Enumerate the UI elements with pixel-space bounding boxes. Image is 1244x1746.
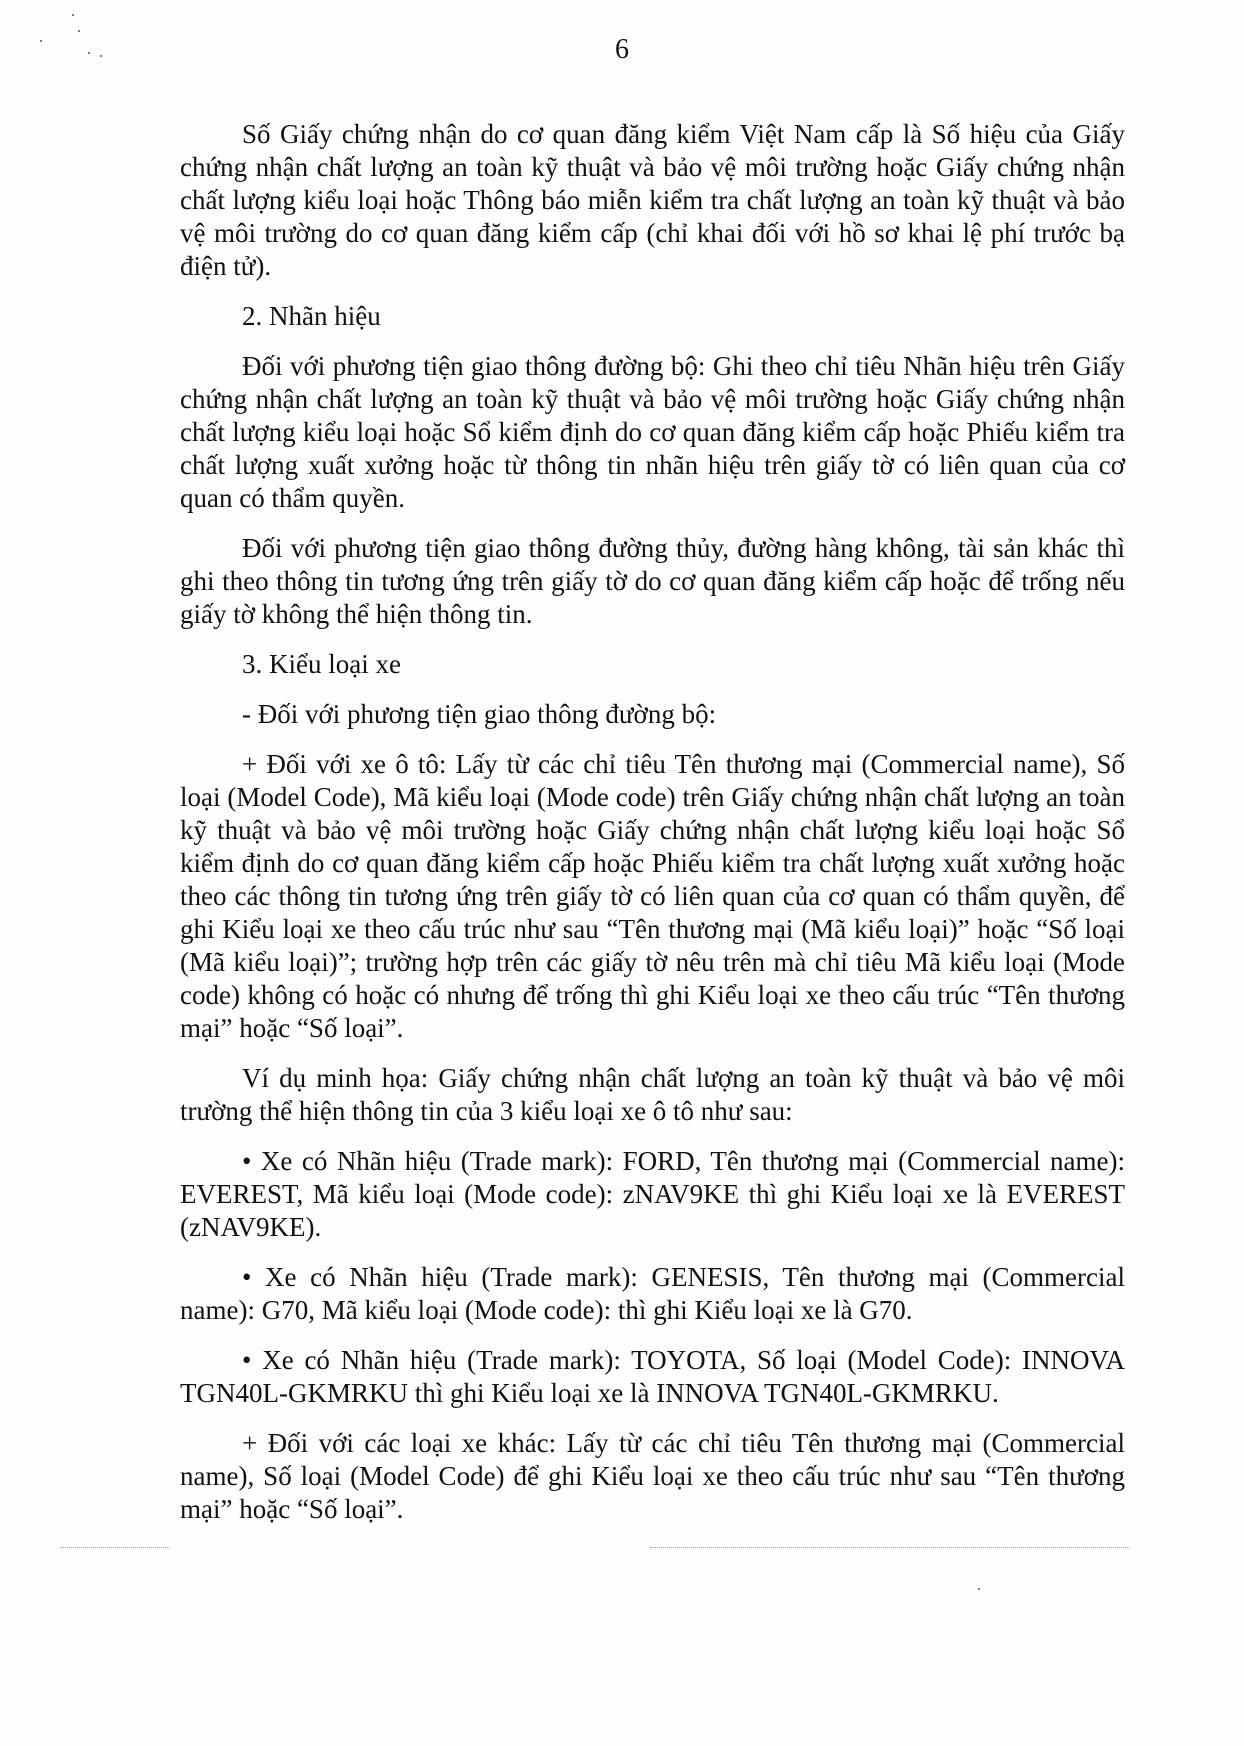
scan-speck: [978, 1588, 980, 1590]
scan-dotted-line-left: [60, 1547, 170, 1548]
paragraph-example-intro: Ví dụ minh họa: Giấy chứng nhận chất lượng an toàn kỹ thuật và bảo vệ môi trường thể hiện thông tin của 3 kiểu loại xe ô tô như sau:: [180, 1063, 1125, 1126]
paragraph-other-vehicles: + Đối với các loại xe khác: Lấy từ các chỉ tiêu Tên thương mại (Commercial name), Số loại (Model Code) để ghi Kiểu loại xe theo cấu trúc như sau “Tên thương mại” hoặc “Số loại”.: [180, 1428, 1125, 1524]
document-body: [180, 118, 1125, 1526]
example-item-toyota: • Xe có Nhãn hiệu (Trade mark): TOYOTA, Số loại (Model Code): INNOVA TGN40L-GKMRKU thì ghi Kiểu loại xe là INNOVA TGN40L-GKMRKU.: [180, 1345, 1125, 1408]
scan-speck: [72, 14, 74, 16]
heading-trademark: 2. Nhãn hiệu: [242, 301, 381, 331]
paragraph-trademark-other: Đối với phương tiện giao thông đường thủy, đường hàng không, tài sản khác thì ghi theo thông tin tương ứng trên giấy tờ do cơ quan đăng kiểm cấp hoặc để trống nếu giấy tờ không thể hiện thông tin.: [180, 533, 1125, 629]
heading-vehicle-type: 3. Kiểu loại xe: [242, 649, 401, 679]
paragraph-certificate-number: Số Giấy chứng nhận do cơ quan đăng kiểm Việt Nam cấp là Số hiệu của Giấy chứng nhận chất lượng an toàn kỹ thuật và bảo vệ môi trường hoặc Giấy chứng nhận chất lượng kiểu loại hoặc Thông báo miễn kiểm tra chất lượng an toàn kỹ thuật và bảo vệ môi trường do cơ quan đăng kiểm cấp (chỉ khai đối với hồ sơ khai lệ phí trước bạ điện tử).: [180, 119, 1125, 281]
paragraph-road-vehicles: - Đối với phương tiện giao thông đường bộ:: [242, 699, 717, 729]
example-item-genesis: • Xe có Nhãn hiệu (Trade mark): GENESIS, Tên thương mại (Commercial name): G70, Mã kiểu loại (Mode code): thì ghi Kiểu loại xe là G70.: [180, 1262, 1125, 1325]
page-number: 6: [615, 34, 629, 65]
scan-dotted-line-right: [650, 1547, 1130, 1548]
paragraph-trademark-road: Đối với phương tiện giao thông đường bộ: Ghi theo chỉ tiêu Nhãn hiệu trên Giấy chứng nhận chất lượng an toàn kỹ thuật và bảo vệ môi trường hoặc Giấy chứng nhận chất lượng kiểu loại hoặc Sổ kiểm định do cơ quan đăng kiểm cấp hoặc Phiếu kiểm tra chất lượng xuất xưởng hoặc từ thông tin nhãn hiệu trên giấy tờ có liên quan của cơ quan có thẩm quyền.: [180, 351, 1125, 513]
paragraph-cars: + Đối với xe ô tô: Lấy từ các chỉ tiêu Tên thương mại (Commercial name), Số loại (Model Code), Mã kiểu loại (Mode code) trên Giấy chứng nhận chất lượng an toàn kỹ thuật và bảo vệ môi trường hoặc Giấy chứng nhận chất lượng kiểu loại hoặc Sổ kiểm định do cơ quan đăng kiểm cấp hoặc Phiếu kiểm tra chất lượng xuất xưởng hoặc theo các thông tin tương ứng trên giấy tờ có liên quan của cơ quan có thẩm quyền, để ghi Kiểu loại xe theo cấu trúc như sau “Tên thương mại (Mã kiểu loại)” hoặc “Số loại (Mã kiểu loại)”; trường hợp trên các giấy tờ nêu trên mà chỉ tiêu Mã kiểu loại (Mode code) không có hoặc có nhưng để trống thì ghi Kiểu loại xe theo cấu trúc “Tên thương mại” hoặc “Số loại”.: [180, 749, 1125, 1043]
example-item-ford: • Xe có Nhãn hiệu (Trade mark): FORD, Tên thương mại (Commercial name): EVEREST, Mã kiểu loại (Mode code): zNAV9KE thì ghi Kiểu loại xe là EVEREST (zNAV9KE).: [180, 1146, 1125, 1242]
